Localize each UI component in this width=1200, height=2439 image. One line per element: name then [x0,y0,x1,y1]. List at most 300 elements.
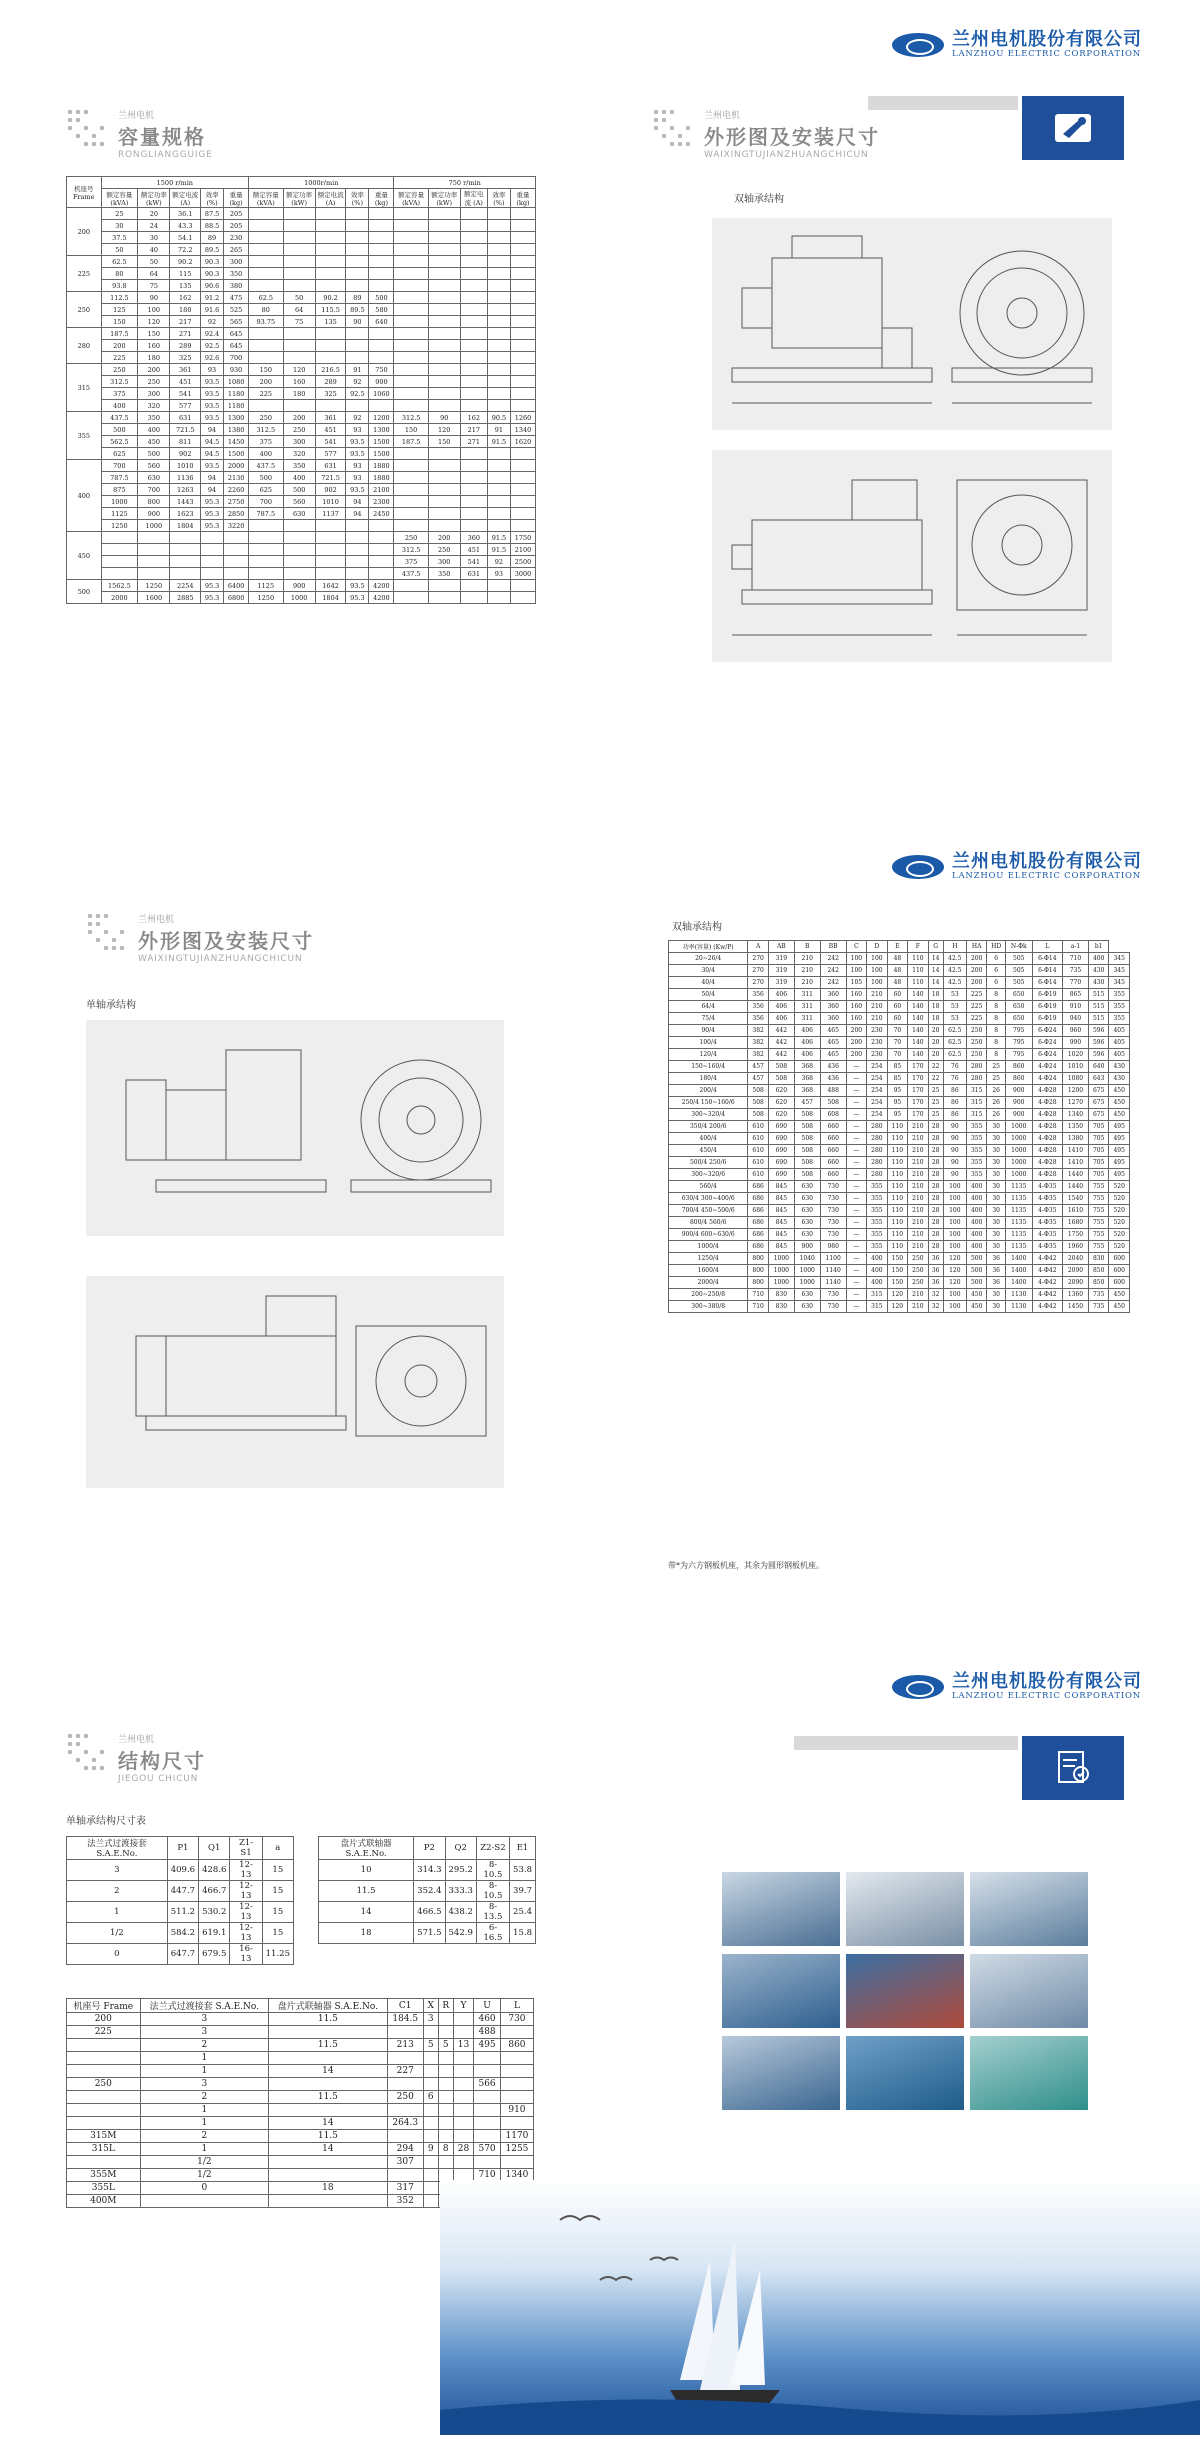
table-row [67,436,536,448]
table-cell: 100 [846,965,867,977]
table-cell: 1340 [1063,1109,1089,1121]
table-cell [500,2052,533,2065]
table-cell: 1000 [1005,1121,1032,1133]
table-cell [500,2078,533,2091]
table-cell: 437.5 [394,568,428,580]
table-cell: 620 [768,1085,794,1097]
table-cell: 1 [140,2143,269,2156]
table-cell: 686 [748,1217,769,1229]
table-cell: 60 [887,1013,908,1025]
table-cell: 508 [768,1073,794,1085]
table-row [67,2039,534,2052]
table-cell: 15 [262,1881,293,1902]
table-cell: 1/2 [140,2169,269,2182]
table-cell: 160 [283,376,315,388]
table-cell [394,220,428,232]
table-cell: 1400 [1005,1265,1032,1277]
table-cell: 1450 [224,436,249,448]
table-cell [315,256,346,268]
table-cell: 1880 [369,472,394,484]
table-cell: 205 [224,220,249,232]
table-cell: 210 [908,1169,929,1181]
section-small-label: 兰州电机 [704,111,741,121]
table-cell: 508 [748,1109,769,1121]
table-cell: 315M [67,2130,141,2143]
table-cell [438,2026,453,2039]
table-cell: 30 [138,232,170,244]
table-row [67,328,536,340]
table-cell [101,556,138,568]
table-cell: 350 [138,412,170,424]
table-cell: 520 [1109,1193,1130,1205]
table-row [669,1205,1130,1217]
table-cell: 508 [748,1085,769,1097]
table-cell: 94 [201,484,224,496]
section-heading-outline-2 [86,912,314,964]
table-cell: 1000 [101,496,138,508]
table-cell: 86 [943,1085,966,1097]
table-cell: 93 [346,424,369,436]
table-cell: 30 [101,220,138,232]
table-cell [510,484,535,496]
table-cell: 620 [768,1109,794,1121]
table-cell: 400/4 [669,1133,748,1145]
table-cell: 1 [140,2052,269,2065]
table-header-cell: a-1 [1063,941,1089,953]
table-cell: 755 [1088,1205,1109,1217]
table-cell [394,316,428,328]
table-cell: 900 [283,580,315,592]
table-cell: 242 [820,965,846,977]
table-cell [460,460,487,472]
frame-cell: 450 [67,532,102,580]
table-cell [387,2026,423,2039]
table-cell: 2500 [510,556,535,568]
table-cell [138,556,170,568]
table-cell: 70 [887,1049,908,1061]
table-cell [346,400,369,412]
table-cell: 4-Φ35 [1032,1193,1062,1205]
table-row [67,2078,534,2091]
table-cell: 1135 [1005,1193,1032,1205]
table-cell: 11.5 [269,2013,388,2026]
table-cell: 660 [820,1133,846,1145]
table-cell [460,352,487,364]
table-cell: 89.5 [201,244,224,256]
table-cell: 280 [867,1169,888,1181]
table-cell [460,376,487,388]
table-cell: 345 [1109,953,1130,965]
table-cell: 679.5 [199,1944,230,1965]
table-cell: 1360 [1063,1289,1089,1301]
table-cell [369,556,394,568]
table-cell: 631 [460,568,487,580]
table-cell [510,316,535,328]
table-cell: 250 [387,2091,423,2104]
table-cell: 28 [928,1229,943,1241]
table-cell: 91.5 [487,544,510,556]
table-cell: 4-Φ24 [1032,1073,1062,1085]
table-cell: 520 [1109,1241,1130,1253]
table-cell: 4-Φ28 [1032,1097,1062,1109]
table-cell [510,304,535,316]
table-cell: 30 [987,1157,1006,1169]
table-cell [224,532,249,544]
table-row [67,508,536,520]
table-cell [138,544,170,556]
table-cell [453,2052,473,2065]
table-cell [67,2104,141,2117]
table-cell [269,2169,388,2182]
table-row [669,1109,1130,1121]
table-cell: 350/4 200/6 [669,1121,748,1133]
table-row [67,2156,534,2169]
table-cell [249,232,283,244]
table-cell [369,208,394,220]
table-cell: 62.5 [943,1049,966,1061]
table-cell: 675 [1088,1085,1109,1097]
table-cell: 488 [474,2026,501,2039]
table-cell: 95.3 [201,496,224,508]
table-cell: 210 [867,1001,888,1013]
table-cell [438,2091,453,2104]
table-cell: 406 [794,1025,820,1037]
table-cell: 1270 [1063,1097,1089,1109]
table-cell: 94 [346,496,369,508]
table-cell: 1200 [369,412,394,424]
table-cell: 300 [224,256,249,268]
factory-photo [970,1872,1088,1946]
table-cell: 902 [315,484,346,496]
table-cell: 230 [224,232,249,244]
table-cell [428,328,460,340]
table-cell: 380 [224,280,249,292]
table-row [67,400,536,412]
table-cell: 93 [201,364,224,376]
table-cell [249,280,283,292]
table-row [67,1923,294,1944]
table-cell [249,532,283,544]
table-cell [460,580,487,592]
table-cell: 280 [867,1133,888,1145]
table-cell: — [846,1217,867,1229]
table-cell [249,400,283,412]
table-cell: 2000/4 [669,1277,748,1289]
table-cell: 495 [1109,1121,1130,1133]
table-cell: 352.4 [414,1881,445,1902]
sea-background-image [440,2180,1200,2435]
table-cell: 520 [1109,1181,1130,1193]
table-cell: 120 [887,1301,908,1313]
table-cell: 6-Φ19 [1032,989,1062,1001]
table-cell: 87.5 [201,208,224,220]
table-row [67,244,536,256]
table-cell: 8 [987,1001,1006,1013]
table-cell: 95 [887,1097,908,1109]
table-cell: 705 [1088,1169,1109,1181]
table-cell: 200 [428,532,460,544]
table-cell: 1000 [794,1277,820,1289]
table-cell: 500 [283,484,315,496]
table-cell: 2260 [224,484,249,496]
table-row [67,2117,534,2130]
table-header-cell: 额定电流 (A) [170,189,201,208]
table-row [67,556,536,568]
table-cell: 500 [101,424,138,436]
table-cell: 95.3 [201,520,224,532]
table-cell: 110 [887,1121,908,1133]
table-cell [67,2117,141,2130]
table-cell [67,2039,141,2052]
table-cell: 42.5 [943,977,966,989]
table-cell: 225 [249,388,283,400]
table-cell: 1080 [1063,1073,1089,1085]
table-cell: 6 [987,977,1006,989]
table-cell: 200 [283,412,315,424]
brand-name-en: LANZHOU ELECTRIC CORPORATION [952,48,1142,59]
table-cell [423,2078,438,2091]
table-cell: 250 [249,412,283,424]
table-cell: 93 [487,568,510,580]
table-cell: 225 [101,352,138,364]
table-cell: 375 [249,436,283,448]
table-cell: 76 [943,1073,966,1085]
table-row [67,448,536,460]
table-cell: — [846,1097,867,1109]
table-cell: 360 [820,1001,846,1013]
table-header-cell: a [262,1837,293,1860]
table-cell: 120 [887,1289,908,1301]
table-cell: 100 [867,977,888,989]
table-cell: 0 [67,1944,168,1965]
table-cell: 406 [794,1037,820,1049]
table-cell [315,544,346,556]
section-title: 容量规格 [118,125,206,149]
table-cell [387,2130,423,2143]
table-cell: 187.5 [101,328,138,340]
table-cell [500,2065,533,2078]
table-cell: 242 [820,953,846,965]
table-cell: 910 [1063,1001,1089,1013]
table-row [67,2065,534,2078]
table-cell [369,268,394,280]
table-cell [394,376,428,388]
table-cell: 254 [867,1109,888,1121]
table-cell: 92.4 [201,328,224,340]
table-cell: 4-Φ42 [1032,1289,1062,1301]
table-cell: 787.5 [101,472,138,484]
document-check-icon [1022,1736,1124,1800]
table-row [669,1301,1130,1313]
table-cell: 100 [943,1229,966,1241]
table-cell: 14 [928,965,943,977]
table-cell: 210 [908,1301,929,1313]
table-row [67,2143,534,2156]
table-cell: 447.7 [167,1881,198,1902]
table-row [669,1121,1130,1133]
table-cell: 350 [224,268,249,280]
table-cell: 150 [138,328,170,340]
table-cell: 640 [1088,1061,1109,1073]
table-cell: 400 [1088,953,1109,965]
table-cell: 4-Φ28 [1032,1121,1062,1133]
table-cell [460,484,487,496]
brand-header-1 [892,30,1142,59]
table-row [67,1944,294,1965]
table-cell: 300 [283,436,315,448]
table-cell: 1130 [1005,1301,1032,1313]
capacity-spec-table [66,176,536,604]
table-cell: 755 [1088,1241,1109,1253]
table-cell: 600 [1109,1253,1130,1265]
table-cell: 18 [928,989,943,1001]
table-header-cell: P1 [167,1837,198,1860]
table-cell: 250 [67,2078,141,2091]
table-cell: 500 [966,1277,987,1289]
table-cell: 488 [820,1085,846,1097]
table-cell: 200~250/8 [669,1289,748,1301]
table-cell: 2 [140,2130,269,2143]
table-cell: 184.5 [387,2013,423,2026]
table-cell: 508 [794,1109,820,1121]
table-cell: 515 [1088,989,1109,1001]
table-cell: 6 [987,965,1006,977]
table-cell [487,256,510,268]
table-cell: 525 [224,304,249,316]
table-cell: 1000 [794,1265,820,1277]
table-cell: 541 [315,436,346,448]
table-header-cell: 额定功率 (kW) [428,189,460,208]
table-cell: 100 [943,1181,966,1193]
table-cell: 1340 [500,2169,533,2182]
table-cell: 15 [262,1860,293,1881]
table-row [67,532,536,544]
table-cell: 710 [748,1289,769,1301]
table-cell: 90 [138,292,170,304]
table-cell: 1440 [1063,1181,1089,1193]
table-cell: 508 [768,1061,794,1073]
table-cell [101,544,138,556]
table-cell: 940 [1063,1013,1089,1025]
table-cell: 1450 [1063,1301,1089,1313]
table-row [67,292,536,304]
table-cell: 2100 [369,484,394,496]
table-cell: 355 [966,1157,987,1169]
table-cell: 120 [943,1253,966,1265]
table-cell: 508 [794,1169,820,1181]
table-cell: 90.2 [170,256,201,268]
table-cell: 250 [138,376,170,388]
table-cell: 95.3 [201,592,224,604]
table-cell: 610 [748,1169,769,1181]
table-cell: 630 [794,1301,820,1313]
table-row [669,1097,1130,1109]
table-cell [394,340,428,352]
table-cell: 1000 [768,1253,794,1265]
table-cell [249,520,283,532]
table-cell: 580 [369,304,394,316]
table-row [319,1881,536,1902]
table-cell: 630 [794,1205,820,1217]
table-cell: 86 [943,1097,966,1109]
table-cell [394,352,428,364]
table-cell: 150 [249,364,283,376]
table-cell: 314.3 [414,1860,445,1881]
table-cell: 15.8 [510,1923,536,1944]
table-cell [283,280,315,292]
table-row [669,1025,1130,1037]
table-cell: 28 [928,1205,943,1217]
table-cell: 1263 [170,484,201,496]
table-row [67,544,536,556]
table-cell: 80 [101,268,138,280]
table-cell: 250/4 150~160/6 [669,1097,748,1109]
table-cell: 508 [794,1157,820,1169]
table-cell: 112.5 [101,292,138,304]
table-cell: 1170 [500,2130,533,2143]
table-cell: 650 [1005,989,1032,1001]
table-cell: 2850 [224,508,249,520]
table-cell: 860 [1005,1061,1032,1073]
table-cell [249,256,283,268]
table-cell: 562.5 [101,436,138,448]
table-cell: 70 [887,1037,908,1049]
table-cell [315,568,346,580]
table-cell: 210 [794,953,820,965]
table-cell: 409.6 [167,1860,198,1881]
table-cell [460,592,487,604]
table-cell: 436 [820,1073,846,1085]
table-cell [510,280,535,292]
table-cell: 225 [966,1001,987,1013]
dots-pattern-icon [652,108,696,152]
table-cell: 36 [928,1277,943,1289]
table-cell [369,280,394,292]
table-header-cell: 效率 (%) [201,189,224,208]
table-cell: 265 [224,244,249,256]
table-cell [283,532,315,544]
table-header-cell: 重量 (kg) [369,189,394,208]
table-cell [346,268,369,280]
single-bearing-drawing-a [86,1020,504,1236]
table-cell: 14 [269,2065,388,2078]
table-cell: 3 [423,2013,438,2026]
table-cell: 30/4 [669,965,748,977]
table-cell [428,508,460,520]
table-cell [249,340,283,352]
table-cell: 400 [867,1277,888,1289]
table-cell: 75/4 [669,1013,748,1025]
table-cell [487,340,510,352]
section-heading-structure [66,1732,206,1784]
table-cell [487,592,510,604]
table-cell [387,2078,423,2091]
table-cell [249,268,283,280]
table-cell: 271 [170,328,201,340]
table-cell [428,388,460,400]
table-cell: 25 [987,1061,1006,1073]
table-cell [170,532,201,544]
table-cell [487,268,510,280]
table-cell: 30 [987,1133,1006,1145]
table-cell: 14 [269,2143,388,2156]
table-cell: 110 [887,1181,908,1193]
table-cell: 1125 [101,508,138,520]
table-cell [428,376,460,388]
table-cell [315,244,346,256]
section-small-label: 兰州电机 [138,915,175,925]
table-cell: 1620 [510,436,535,448]
